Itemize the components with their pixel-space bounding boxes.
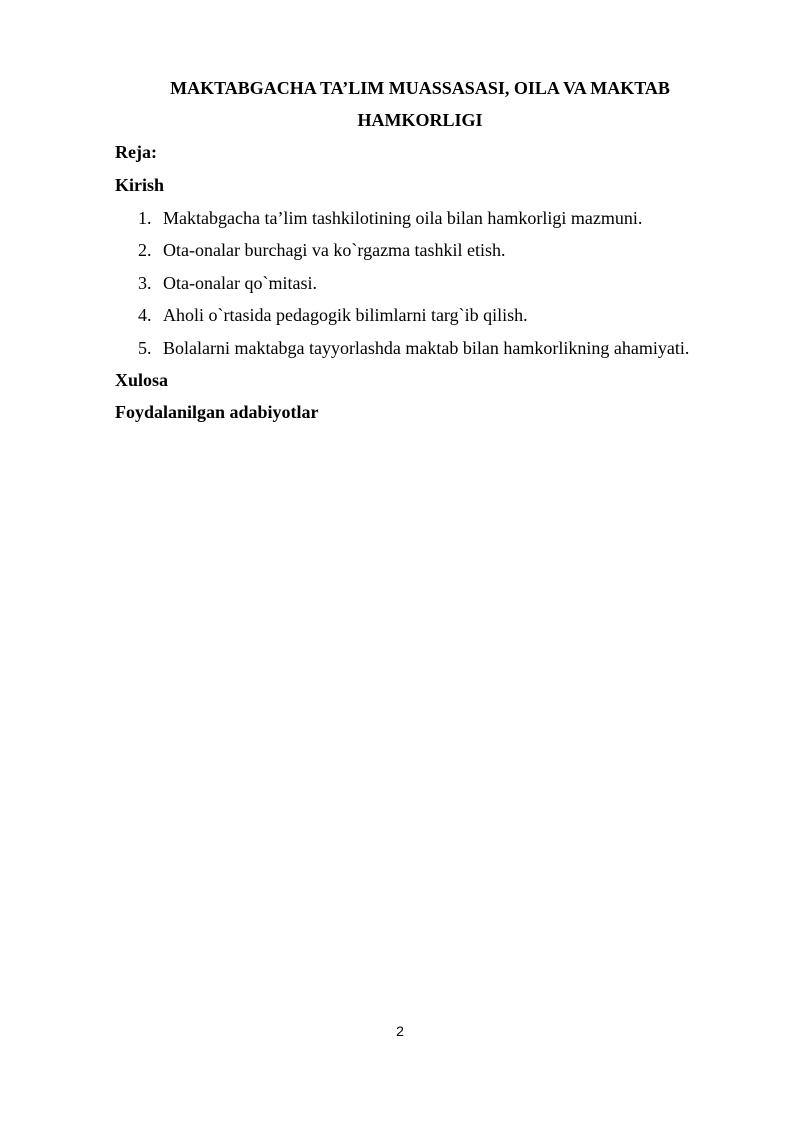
plan-item-number: 5.	[138, 338, 152, 358]
plan-item-text: Ota-onalar qo`mitasi.	[163, 273, 317, 293]
plan-item-4	[138, 299, 528, 331]
plan-item-text: Maktabgacha ta’lim tashkilotining oila bilan hamkorligi mazmuni.	[163, 208, 643, 228]
conclusion-heading: Xulosa	[115, 370, 169, 390]
introduction-heading: Kirish	[115, 175, 165, 195]
plan-item-text: Ota-onalar burchagi va ko`rgazma tashkil etish.	[163, 240, 506, 260]
plan-item-2	[138, 234, 506, 266]
document-title-line-2: HAMKORLIGI	[357, 110, 483, 130]
plan-item-text: Bolalarni maktabga tayyorlashda maktab bilan hamkorlikning ahamiyati.	[163, 338, 690, 358]
plan-item-number: 2.	[138, 240, 152, 260]
page-number: 2	[396, 1023, 404, 1039]
plan-item-number: 4.	[138, 305, 152, 325]
plan-item-number: 1.	[138, 208, 152, 228]
plan-item-number: 3.	[138, 273, 152, 293]
plan-item-3	[138, 267, 317, 299]
plan-item-1	[138, 202, 642, 234]
plan-heading: Reja:	[115, 142, 157, 162]
document-title-line-1: MAKTABGACHA TA’LIM MUASSASASI, OILA VA MAKTAB	[170, 78, 670, 98]
references-heading: Foydalanilgan adabiyotlar	[115, 402, 319, 422]
plan-item-5	[138, 332, 689, 364]
plan-item-text: Aholi o`rtasida pedagogik bilimlarni targ`ib qilish.	[163, 305, 528, 325]
